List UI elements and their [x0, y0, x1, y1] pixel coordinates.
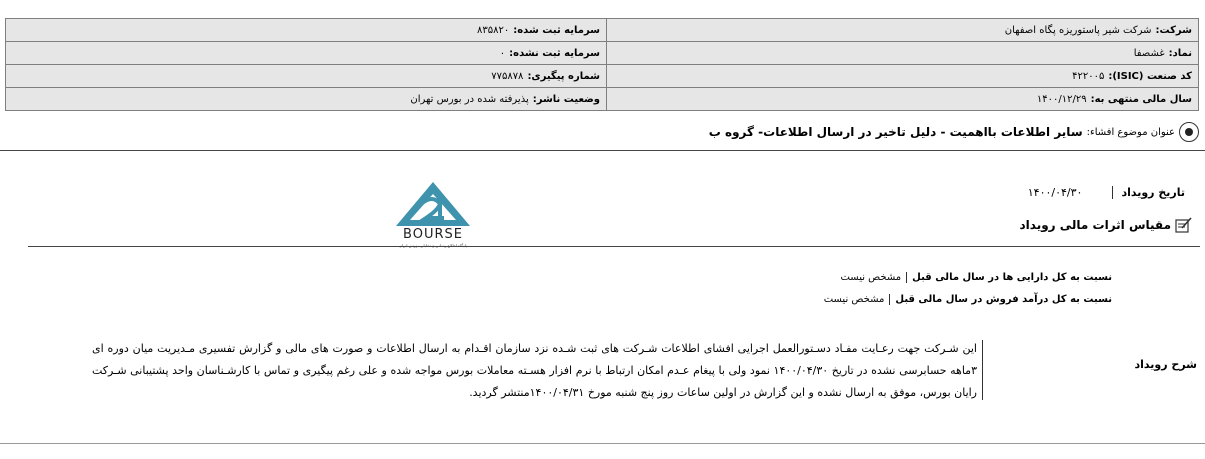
event-date-label: تاریخ رویداد	[1112, 186, 1185, 199]
ratio-assets-value: مشخص نیست	[840, 272, 902, 283]
event-date	[1028, 186, 1185, 199]
bourse-logo	[388, 180, 478, 250]
ratio-assets-label: نسبت به کل دارایی ها در سال مالی قبل	[906, 272, 1112, 283]
description-label: شرح رویداد	[1134, 358, 1197, 371]
status-label: وضعیت ناشر:	[532, 93, 600, 105]
status-value: پذیرفته شده در بورس تهران	[410, 93, 529, 105]
measure-divider	[28, 246, 1200, 247]
tracking-value: ۷۷۵۸۷۸	[491, 70, 524, 82]
footer-divider	[0, 443, 1205, 444]
company-value: شرکت شیر پاستوریزه پگاه اصفهان	[1004, 24, 1152, 36]
tracking-label: شماره پیگیری:	[527, 70, 600, 82]
fiscal-label: سال مالی منتهی به:	[1090, 93, 1192, 105]
tracking-cell	[6, 65, 607, 88]
topic-divider	[0, 150, 1205, 151]
capital-registered-value: ۸۳۵۸۲۰	[477, 24, 510, 36]
description-separator	[982, 340, 983, 400]
ratio-revenue-value: مشخص نیست	[823, 294, 885, 305]
capital-registered-label: سرمایه ثبت شده:	[513, 24, 600, 36]
edit-note-icon	[1175, 217, 1193, 233]
ratio-revenue-label: نسبت به کل درآمد فروش در سال مالی قبل	[889, 294, 1112, 305]
logo-text: BOURSE	[403, 227, 463, 242]
measure-title-text: مقیاس اثرات مالی رویداد	[1019, 218, 1171, 232]
capital-unregistered-cell	[6, 42, 607, 65]
status-cell	[6, 88, 607, 111]
industry-cell	[607, 65, 1199, 88]
company-info-table	[5, 18, 1199, 111]
capital-unregistered-value: ۰	[499, 47, 506, 59]
bourse-logo-graphic	[388, 180, 478, 250]
topic-prefix: عنوان موضوع افشاء:	[1086, 126, 1175, 138]
description-text: این شـرکت جهت رعـایت مفـاد دسـتورالعمل اجرایی افشای اطلاعات شـرکت های ثبت شـده نزد سازمان اقـدام به ارسال اطلاعات و صورت های مالی و گزارش تفسیری مـدیریت میان دوره ای ۳ماهه حسابرسی نشده در تاریخ ۱۴۰۰/۰۴/۳۰ نمود ولی با پیغام عـدم امکان ارتباط با نرم افزار هسـته معاملات بورس مواجه شده و علی رغم پیگیری و تماس با کارشـناسان واحد پشتیبانی شـرکت رایان بورس، موفق به ارسال نشده و این گزارش در اولین ساعات روز پنج شنبه مورخ ۱۴۰۰/۰۴/۳۱منتشر گردید.	[92, 342, 978, 399]
symbol-label: نماد:	[1168, 47, 1192, 59]
topic-title: سایر اطلاعات بااهمیت - دلیل تاخیر در ارسال اطلاعات- گروه ب	[708, 125, 1083, 139]
disclosure-topic	[709, 122, 1199, 142]
symbol-value: غشصفا	[1133, 47, 1165, 59]
fiscal-cell	[607, 88, 1199, 111]
industry-value: ۴۲۲۰۰۵	[1072, 70, 1105, 82]
capital-unregistered-label: سرمایه ثبت نشده:	[509, 47, 600, 59]
capital-registered-cell	[6, 19, 607, 42]
ratio-row-revenue	[824, 294, 1112, 305]
measure-title	[1020, 217, 1193, 233]
target-icon	[1179, 122, 1199, 142]
industry-label: کد صنعت (ISIC):	[1108, 70, 1192, 82]
company-label: شرکت:	[1155, 24, 1192, 36]
ratio-row-assets	[840, 272, 1112, 283]
symbol-cell	[607, 42, 1199, 65]
company-cell	[607, 19, 1199, 42]
fiscal-value: ۱۴۰۰/۱۲/۲۹	[1036, 93, 1087, 105]
event-date-value: ۱۴۰۰/۰۴/۳۰	[1027, 186, 1083, 199]
